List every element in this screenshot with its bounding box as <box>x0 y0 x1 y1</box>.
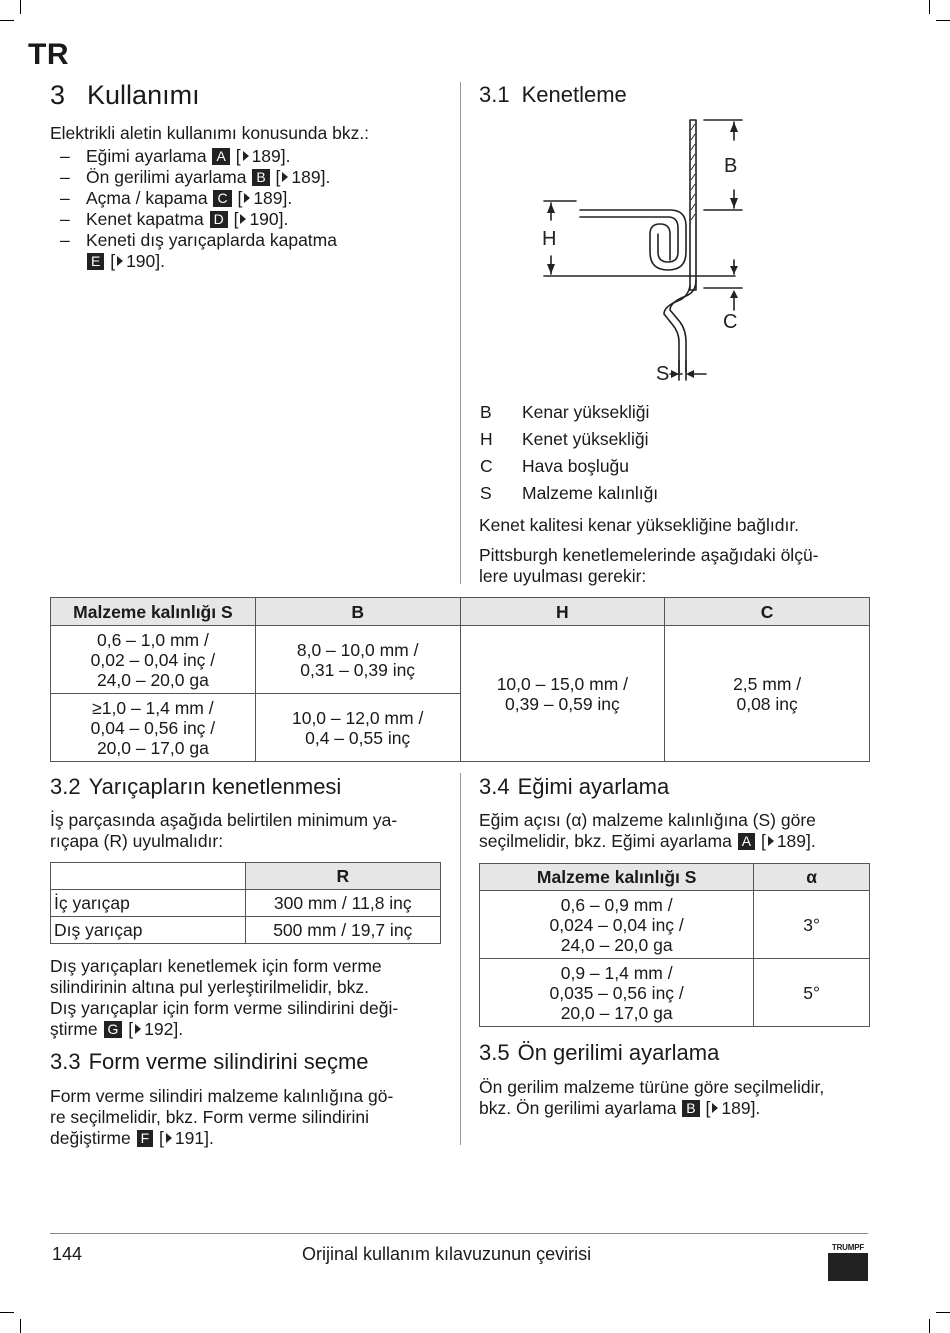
section-3-3-heading: 3.3 Form verme silindirini seçme <box>50 1049 369 1074</box>
crop-mark <box>929 0 930 14</box>
section-3-5-text: Ön gerilim malzeme türüne göre seçilmelidir, bkz. Ön gerilimi ayarlama B [ 189]. <box>479 1077 825 1118</box>
section-3-5-heading: 3.5 Ön gerilimi ayarlama <box>479 1040 720 1065</box>
list-item: – Ön gerilimi ayarlama B [ 189]. <box>60 167 331 187</box>
section-3-4-text: Eğim açısı (α) malzeme kalınlığına (S) göre seçilmelidir, bkz. Eğimi ayarlama A [ 189]. <box>479 810 816 851</box>
list-item: – Açma / kapama C [ 189]. <box>60 188 293 208</box>
page-ref-link[interactable]: 192]. <box>144 1019 184 1039</box>
seam-diagram <box>520 110 780 390</box>
label-c: C <box>723 311 738 333</box>
ref-tag[interactable]: A <box>212 148 229 165</box>
table-cell: İç yarıçap <box>51 890 246 917</box>
table-row <box>480 959 870 1027</box>
usage-list <box>50 146 430 272</box>
crop-mark <box>20 0 21 14</box>
list-item: – Eğimi ayarlama A [ 189]. <box>60 146 291 166</box>
arrow-right-icon <box>244 193 250 203</box>
pittsburgh-text: Pittsburgh kenetlemelerinde aşağıdaki ölçü- lere uyulması gerekir: <box>479 545 819 586</box>
arrow-right-icon <box>768 836 774 846</box>
section-3-1-heading: 3.1 Kenetleme <box>479 82 627 107</box>
table-cell: ≥1,0 – 1,4 mm / 0,04 – 0,56 inç / 20,0 – 17,0 ga <box>51 694 256 762</box>
label-s: S <box>656 363 670 385</box>
list-item: – Keneti dış yarıçaplarda kapatma E [ 190]. <box>60 230 337 271</box>
crop-mark <box>0 1312 14 1313</box>
section-3-2-text: İş parçasında aşağıda belirtilen minimum ya- rıçapa (R) uyulmalıdır: <box>50 810 398 851</box>
table-cell: 8,0 – 10,0 mm / 0,31 – 0,39 inç <box>255 626 460 694</box>
table-cell: 0,9 – 1,4 mm / 0,035 – 0,56 inç / 20,0 – 17,0 ga <box>480 959 754 1027</box>
page-ref-link[interactable]: 191]. <box>174 1128 214 1148</box>
section-title: Kullanımı <box>87 80 200 110</box>
page-number: 144 <box>52 1244 83 1264</box>
dimensions-table <box>50 597 870 762</box>
arrow-right-icon <box>712 1103 718 1113</box>
arrow-right-icon <box>282 172 288 182</box>
legend-item: C Hava boşluğu <box>480 456 630 476</box>
table-cell: 0,6 – 1,0 mm / 0,02 – 0,04 inç / 24,0 – 20,0 ga <box>51 626 256 694</box>
crop-mark <box>20 1319 21 1333</box>
table-cell: 10,0 – 15,0 mm / 0,39 – 0,59 inç <box>460 626 665 762</box>
page-ref-link[interactable]: 190]. <box>126 251 166 271</box>
arrow-right-icon <box>117 256 123 266</box>
crop-mark <box>929 1319 930 1333</box>
section-3-heading <box>50 80 200 111</box>
arrow-right-icon <box>135 1024 141 1034</box>
table-header: α <box>754 864 870 891</box>
radius-table <box>50 862 441 944</box>
legend-item: B Kenar yüksekliği <box>480 402 650 422</box>
section-3-3-text: Form verme silindiri malzeme kalınlığına gö- re seçilmelidir, bkz. Form verme silindirini değiştirme F [ 191]. <box>50 1086 394 1148</box>
crop-mark <box>0 20 14 21</box>
section-3-intro: Elektrikli aletin kullanımı konusunda bkz.: <box>50 123 370 143</box>
crop-mark <box>936 20 950 21</box>
arrow-right-icon <box>166 1133 172 1143</box>
table-header: Malzeme kalınlığı S <box>51 598 256 626</box>
table-header: C <box>665 598 870 626</box>
table-cell: Dış yarıçap <box>51 917 246 944</box>
footer-caption: Orijinal kullanım kılavuzunun çevirisi <box>302 1244 592 1264</box>
trumpf-logo: TRUMPF <box>828 1243 868 1281</box>
angle-table <box>479 863 870 1027</box>
page-ref-link[interactable]: 189]. <box>776 831 816 851</box>
outer-radius-text: Dış yarıçapları kenetlemek için form verme silindirinin altına pul yerleştirilmelidir, bkz. Dış yarıçaplar için form verme silindirini deği- ştirme G [ 192]. <box>50 956 399 1039</box>
table-cell: 10,0 – 12,0 mm / 0,4 – 0,55 inç <box>255 694 460 762</box>
page-ref-link[interactable]: 189]. <box>253 188 293 208</box>
diagram-legend <box>480 399 658 507</box>
table-row <box>51 890 441 917</box>
legend-item: S Malzeme kalınlığı <box>480 483 659 503</box>
ref-tag[interactable]: B <box>682 1100 699 1117</box>
section-3-4-heading: 3.4 Eğimi ayarlama <box>479 774 670 799</box>
column-divider <box>460 773 461 1145</box>
column-divider <box>460 82 461 584</box>
table-row <box>51 626 870 694</box>
arrow-right-icon <box>243 151 249 161</box>
language-code: TR <box>28 38 69 71</box>
table-cell: 5° <box>754 959 870 1027</box>
page-ref-link[interactable]: 189]. <box>291 167 331 187</box>
table-cell: 3° <box>754 891 870 959</box>
crop-mark <box>936 1312 950 1313</box>
table-header: R <box>245 863 440 890</box>
table-cell: 300 mm / 11,8 inç <box>245 890 440 917</box>
table-header: Malzeme kalınlığı S <box>480 864 754 891</box>
page-ref-link[interactable]: 189]. <box>721 1098 761 1118</box>
ref-tag[interactable]: E <box>87 253 104 270</box>
seam-quality-text: Kenet kalitesi kenar yüksekliğine bağlıdır. <box>479 515 800 535</box>
ref-tag[interactable]: A <box>738 833 755 850</box>
table-cell: 0,6 – 0,9 mm / 0,024 – 0,04 inç / 24,0 – 20,0 ga <box>480 891 754 959</box>
ref-tag[interactable]: C <box>213 190 231 207</box>
table-row <box>480 891 870 959</box>
page-ref-link[interactable]: 189]. <box>251 146 291 166</box>
section-3-2-heading: 3.2 Yarıçapların kenetlenmesi <box>50 774 342 799</box>
label-b: B <box>724 155 738 177</box>
arrow-right-icon <box>240 214 246 224</box>
table-header: B <box>255 598 460 626</box>
table-row <box>51 917 441 944</box>
ref-tag[interactable]: D <box>210 211 228 228</box>
label-h: H <box>542 228 557 250</box>
section-number: 3 <box>50 80 66 110</box>
table-cell: 2,5 mm / 0,08 inç <box>665 626 870 762</box>
ref-tag[interactable]: F <box>137 1130 154 1147</box>
table-header: H <box>460 598 665 626</box>
legend-item: H Kenet yüksekliği <box>480 429 649 449</box>
ref-tag[interactable]: B <box>252 169 269 186</box>
footer-divider <box>50 1233 868 1234</box>
list-item: – Kenet kapatma D [ 190]. <box>60 209 289 229</box>
page-ref-link[interactable]: 190]. <box>249 209 289 229</box>
ref-tag[interactable]: G <box>104 1021 123 1038</box>
table-cell: 500 mm / 19,7 inç <box>245 917 440 944</box>
